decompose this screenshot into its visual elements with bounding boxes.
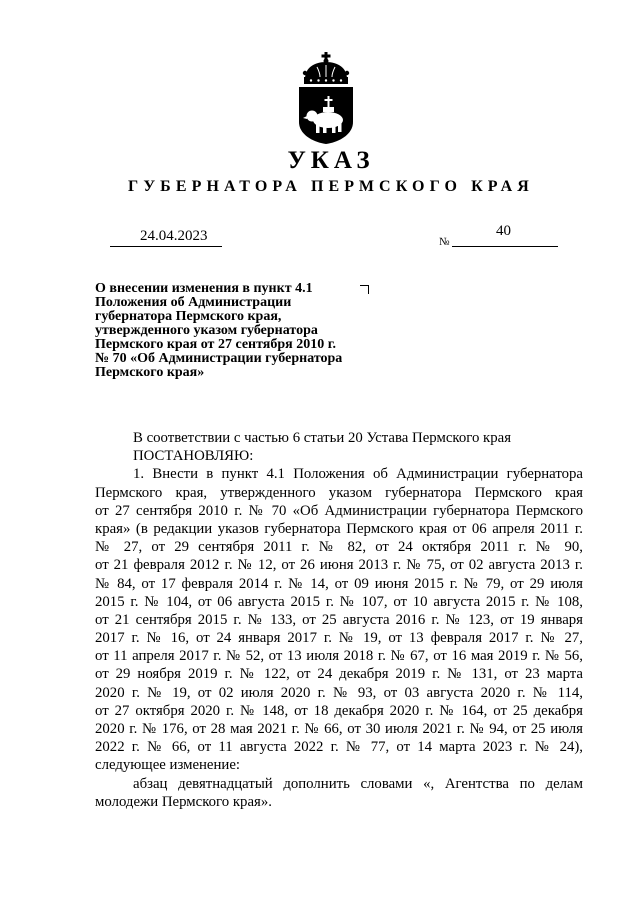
body-line: № 27, от 29 сентября 2011 г. № 82, от 24 октября 2011 г. № 90,	[95, 539, 583, 556]
heading-line: № 70 «Об Администрации губернатора	[95, 351, 343, 366]
body-line: от 29 ноября 2019 г. № 122, от 24 декабря 2019 г. № 131, от 23 марта	[95, 666, 583, 683]
coat-of-arms-icon	[293, 52, 359, 144]
body-line: следующее изменение:	[95, 757, 241, 774]
body-line: Пермского края, утвержденного указом губернатора Пермского края	[95, 484, 583, 501]
heading-line: Пермского края от 27 сентября 2010 г.	[95, 337, 337, 352]
heading-corner-mark	[360, 285, 369, 294]
body-line: 2017 г. № 16, от 24 января 2017 г. № 19, от 13 февраля 2017 г. № 27,	[95, 630, 583, 647]
decree-number: 40	[496, 223, 511, 239]
body-line: молодежи Пермского края».	[95, 793, 272, 810]
body-line: № 84, от 17 февраля 2014 г. № 14, от 09 июня 2015 г. № 79, от 29 июля	[95, 575, 583, 592]
body-line: В соответствии с частью 6 статьи 20 Устава Пермского края	[133, 430, 512, 446]
heading-line: Пермского края»	[95, 365, 205, 380]
body-line: края» (в редакции указов губернатора Пермского края от 06 апреля 2011 г.	[95, 520, 583, 537]
heading-line: Положения об Администрации	[95, 295, 292, 310]
body-line: от 11 апреля 2017 г. № 52, от 13 июля 2018 г. № 67, от 16 мая 2019 г. № 56,	[95, 648, 583, 665]
heading-line: О внесении изменения в пункт 4.1	[95, 281, 313, 296]
body-line: 2022 г. № 66, от 11 августа 2022 г. № 77, от 14 марта 2023 г. № 24),	[95, 739, 583, 756]
heading-line: губернатора Пермского края,	[95, 309, 282, 324]
body-line: 2020 г. № 176, от 28 мая 2021 г. № 66, от 30 июля 2021 г. № 94, от 25 июля	[95, 721, 583, 737]
body-line: ПОСТАНОВЛЯЮ:	[133, 448, 254, 465]
decree-heading	[95, 282, 342, 380]
decree-subtitle: ГУБЕРНАТОРА ПЕРМСКОГО КРАЯ	[128, 178, 534, 195]
body-line: 2015 г. № 104, от 06 августа 2015 г. № 107, от 10 августа 2015 г. № 108,	[95, 593, 583, 610]
decree-date: 24.04.2023	[140, 228, 208, 244]
decree-body	[95, 429, 583, 811]
body-line: от 27 октября 2020 г. № 148, от 18 декабря 2020 г. № 164, от 25 декабря	[95, 702, 583, 719]
number-underline	[452, 246, 558, 247]
body-line: от 21 сентября 2015 г. № 133, от 25 августа 2016 г. № 123, от 19 января	[95, 611, 583, 628]
body-line: 1. Внести в пункт 4.1 Положения об Администрации губернатора	[133, 466, 583, 483]
date-underline	[110, 246, 222, 247]
body-line: от 27 сентября 2010 г. № 70 «Об Администрации губернатора Пермского	[95, 502, 583, 519]
decree-title: УКАЗ	[287, 147, 375, 174]
body-line: абзац девятнадцатый дополнить словами «, Агентства по делам	[133, 775, 583, 792]
heading-line: утвержденного указом губернатора	[95, 323, 318, 338]
body-line: 2020 г. № 19, от 02 июля 2020 г. № 93, от 03 августа 2020 г. № 114,	[95, 684, 583, 701]
body-line: от 21 февраля 2012 г. № 12, от 26 июня 2013 г. № 75, от 02 августа 2013 г.	[95, 557, 583, 574]
number-sign: №	[439, 236, 450, 248]
